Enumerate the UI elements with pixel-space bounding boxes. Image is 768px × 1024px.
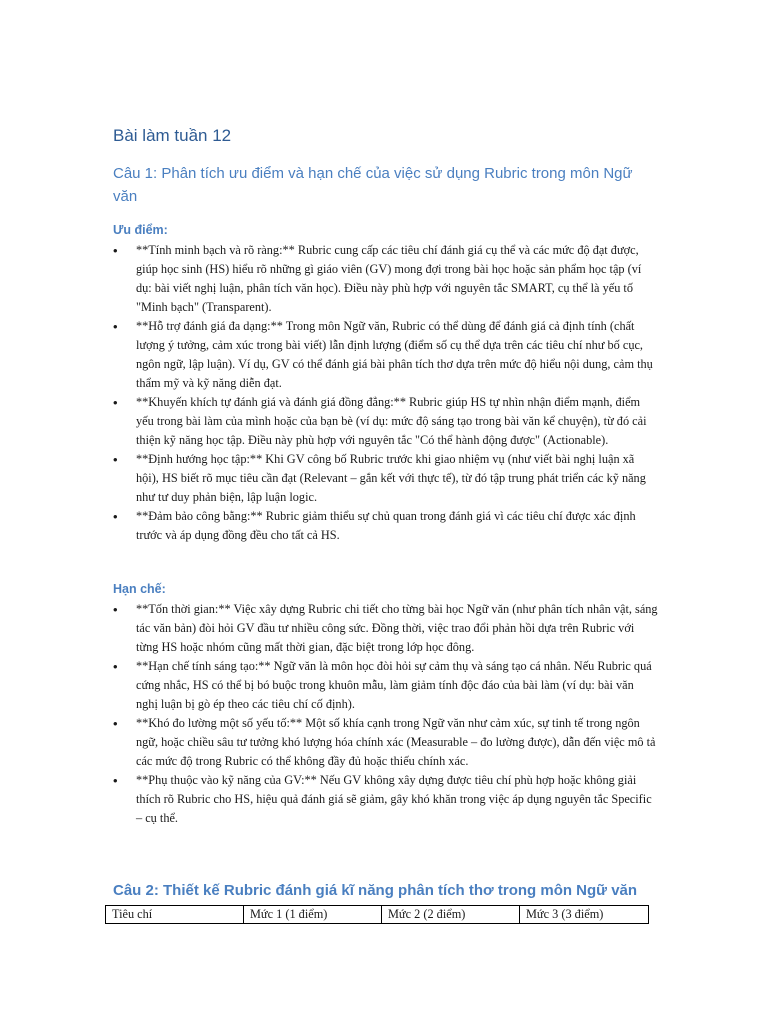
list-item: • **Hạn chế tính sáng tạo:** Ngữ văn là môn học đòi hỏi sự cảm thụ và sáng tạo cá nhân. Nếu Rubric quá cứng nhắc, HS có thể bị bó buộc trong khuôn mẫu, làm giảm tính độc đáo của bài làm (ví dụ: bài văn nghị luận bị gò ép theo các tiêu chí cố định). — [113, 657, 658, 714]
list-item: • **Tốn thời gian:** Việc xây dựng Rubric chi tiết cho từng bài học Ngữ văn (như phân tích nhân vật, sáng tác văn bản) đòi hỏi GV đầu tư nhiều công sức. Đồng thời, việc trao đổi phản hồi dựa trên Rubric với từng HS hoặc nhóm cũng mất thời gian, đặc biệt trong lớp học đông. — [113, 600, 658, 657]
table-header-level-1: Mức 1 (1 điểm) — [244, 906, 382, 924]
list-item: • **Khuyến khích tự đánh giá và đánh giá đồng đẳng:** Rubric giúp HS tự nhìn nhận điểm mạnh, điểm yếu trong bài làm của mình hoặc của bạn bè (ví dụ: mức độ sáng tạo trong bài văn kể chuyện), từ đó cải thiện kỹ năng học tập. Điều này phù hợp với nguyên tắc "Có thể hành động được" (Actionable). — [113, 393, 658, 450]
document-title: Bài làm tuần 12 — [113, 126, 232, 145]
list-item: • **Khó đo lường một số yếu tố:** Một số khía cạnh trong Ngữ văn như cảm xúc, sự tinh tế trong ngôn ngữ, hoặc chiều sâu tư tưởng khó lượng hóa chính xác (Measurable – đo lường được), dẫn đến việc mô tả các mức độ trong Rubric có thể không đầy đủ hoặc thiếu chính xác. — [113, 714, 658, 771]
list-item: • **Tính minh bạch và rõ ràng:** Rubric cung cấp các tiêu chí đánh giá cụ thể và các mức độ đạt được, giúp học sinh (HS) hiểu rõ những gì giáo viên (GV) mong đợi trong bài học hoặc sản phẩm học tập (ví dụ: bài viết nghị luận, phân tích văn học). Điều này phù hợp với nguyên tắc SMART, cụ thể là yếu tố "Minh bạch" (Transparent). — [113, 241, 658, 317]
advantages-heading: Ưu điểm: — [113, 223, 168, 237]
list-item: • **Đảm bảo công bằng:** Rubric giảm thiểu sự chủ quan trong đánh giá vì các tiêu chí được xác định trước và áp dụng đồng đều cho tất cả HS. — [113, 507, 658, 545]
limitations-heading: Hạn chế: — [113, 582, 166, 596]
limitations-list — [113, 600, 658, 828]
table-header-criteria: Tiêu chí — [106, 906, 244, 924]
question-1-heading: Câu 1: Phân tích ưu điểm và hạn chế của việc sử dụng Rubric trong môn Ngữ văn — [113, 165, 633, 205]
table-header-level-2: Mức 2 (2 điểm) — [382, 906, 520, 924]
table-header-row — [106, 906, 649, 924]
list-item: • **Hỗ trợ đánh giá đa dạng:** Trong môn Ngữ văn, Rubric có thể dùng để đánh giá cả định tính (chất lượng ý tưởng, cảm xúc trong bài viết) lẫn định lượng (điểm số cụ thể dựa trên các tiêu chí như bố cục, ngôn ngữ, lập luận). Ví dụ, GV có thể đánh giá bài phân tích thơ dựa trên mức độ hiểu nội dung, cảm thụ thẩm mỹ và kỹ năng diễn đạt. — [113, 317, 658, 393]
list-item: • **Phụ thuộc vào kỹ năng của GV:** Nếu GV không xây dựng được tiêu chí phù hợp hoặc không giải thích rõ Rubric cho HS, hiệu quả đánh giá sẽ giảm, gây khó khăn trong việc áp dụng nguyên tắc Specific – cụ thể. — [113, 771, 658, 828]
advantages-list — [113, 241, 658, 545]
question-2-heading: Câu 2: Thiết kế Rubric đánh giá kĩ năng phân tích thơ trong môn Ngữ văn — [113, 882, 638, 899]
list-item: • **Định hướng học tập:** Khi GV công bố Rubric trước khi giao nhiệm vụ (như viết bài nghị luận xã hội), HS biết rõ mục tiêu cần đạt (Relevant – gắn kết với thực tế), từ đó tập trung phát triển các kỹ năng như tư duy phản biện, lập luận logic. — [113, 450, 658, 507]
rubric-table — [105, 905, 649, 924]
table-header-level-3: Mức 3 (3 điểm) — [520, 906, 649, 924]
